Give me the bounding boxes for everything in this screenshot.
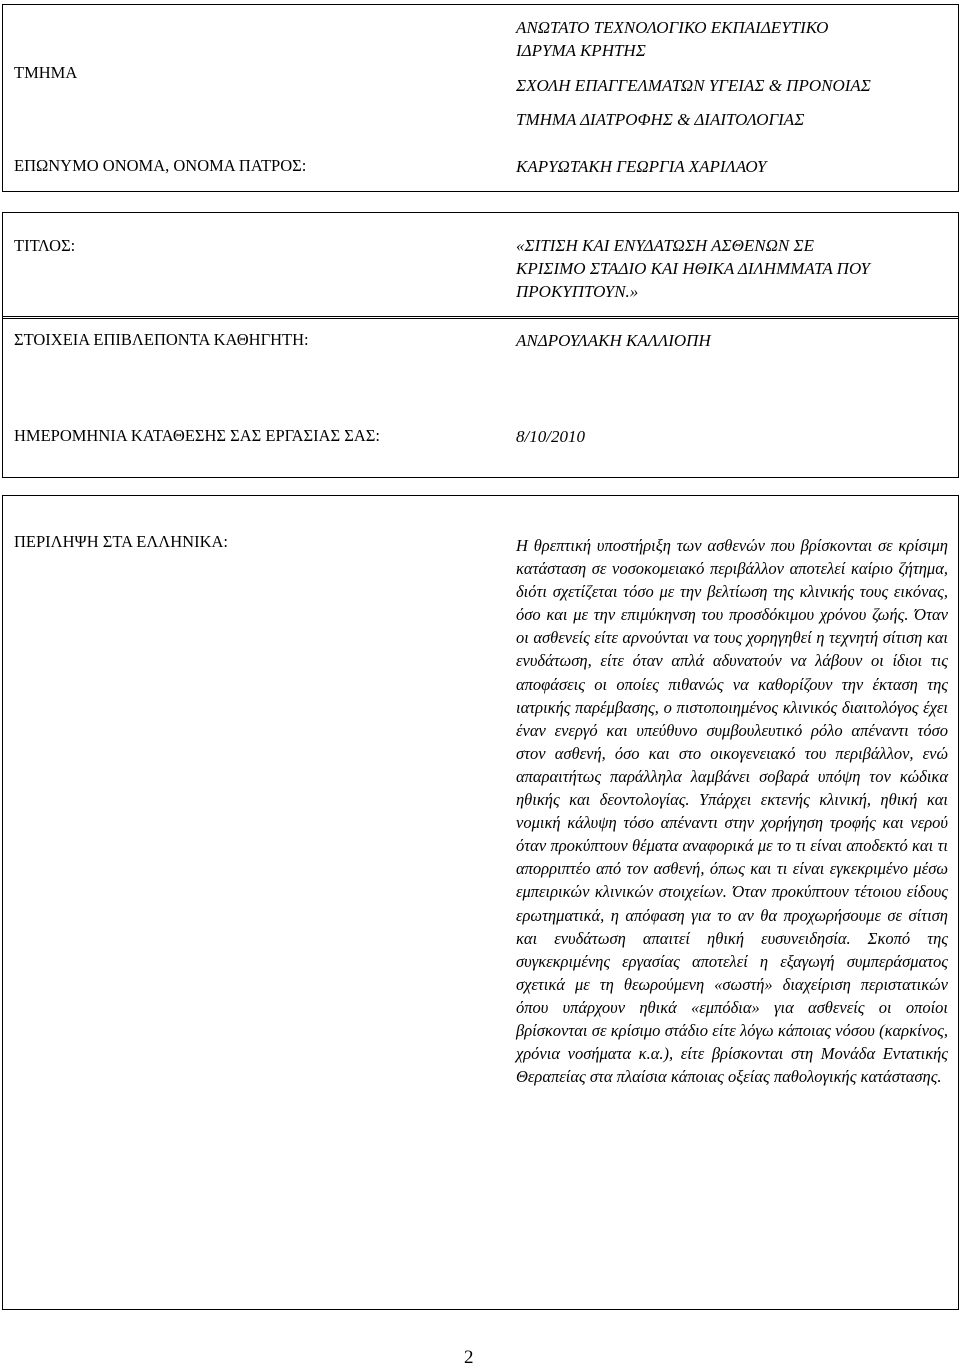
student-label: ΕΠΩΝΥΜΟ ΟΝΟΜΑ, ΟΝΟΜΑ ΠΑΤΡΟΣ:: [14, 156, 307, 175]
institution-line-2: ΙΔΡΥΜΑ ΚΡΗΤΗΣ: [516, 41, 646, 60]
supervisor-label: ΣΤΟΙΧΕΙΑ ΕΠΙΒΛΕΠΟΝΤΑ ΚΑΘΗΓΗΤΗ:: [14, 330, 309, 349]
abstract-text: Η θρεπτική υποστήριξη των ασθενών που βρίσκονται σε κρίσιμη κατάσταση σε νοσοκομειακό περιβάλλον αποτελεί καίριο ζήτημα, διότι σχετίζεται τόσο με την βελτίωση της κλινικής τους εικόνας, όσο και με την επιμύκηνση του προσδόκιμου χρόνου ζωής. Όταν οι ασθενείς είτε αρνούνται να τους χορηγηθεί η τεχνητή σίτιση και ενυδάτωση, είτε όταν απλά αδυνατούν να λάβουν οι ίδιοι τις αποφάσεις οι οποίες πιθανώς να καθορίζουν την έκταση της ιατρικής παρέμβασης, ο πιστοποιημένος κλινικός διαιτολόγος έχει έναν ενεργό και υπεύθυνο συμβουλευτικό ρόλο απέναντι τόσο στον ασθενή, όσο και στο οικογενειακό του περιβάλλον, ενώ απαραιτήτως παράλληλα λαμβάνει σοβαρά υπόψη τον κώδικα ηθικής και δεοντολογίας. Υπάρχει εκτενής κλινική, ηθική και νομική κάλυψη τόσο απέναντι στην χορήγηση τροφής και νερού όταν προκύπτουν θέματα αναφορικά με το τι είναι αποδεκτό και τι απορριπτέο από τον ασθενή, όπως και τι είναι εγκεκριμένο μέσω εμπειρικών κλινικών στοιχείων. Όταν προκύπτουν τέτοιου είδους ερωτηματικά, η απόφαση για το αν θα προχωρήσουμε σε σίτιση και ενυδάτωση απαιτεί ηθική ευσυνειδησία. Σκοπό της συγκεκριμένης εργασίας αποτελεί η εξαγωγή συμπεράσματος σχετικά με τη θεωρούμενη «σωστή» διαχείριση περιστατικών όπου υπάρχουν ηθικά «εμπόδια» για ασθενείς οι οποίοι βρίσκονται σε κρίσιμο στάδιο είτε λόγω κάποιας νόσου (καρκίνος, χρόνια νοσήματα κ.α.), είτε βρίσκονται στη Μονάδα Εντατικής Θεραπείας στα πλαίσια κάποιας οξείας παθολογικής κατάστασης.: [516, 536, 948, 1087]
supervisor-name: ΑΝΔΡΟΥΛΑΚΗ ΚΑΛΛΙΟΠΗ: [516, 331, 711, 350]
school-name: ΣΧΟΛΗ ΕΠΑΓΓΕΛΜΑΤΩΝ ΥΓΕΙΑΣ & ΠΡΟΝΟΙΑΣ: [516, 76, 871, 95]
title-label: ΤΙΤΛΟΣ:: [14, 236, 76, 255]
student-name: ΚΑΡΥΩΤΑΚΗ ΓΕΩΡΓΙΑ ΧΑΡΙΛΑΟΥ: [516, 157, 767, 176]
abstract-label: ΠΕΡΙΛΗΨΗ ΣΤΑ ΕΛΛΗΝΙΚΑ:: [14, 532, 229, 551]
submission-date-value: 8/10/2010: [516, 427, 585, 446]
thesis-title-line-2: ΚΡΙΣΙΜΟ ΣΤΑΔΙΟ ΚΑΙ ΗΘΙΚΑ ΔΙΛΗΜΜΑΤΑ ΠΟΥ: [516, 259, 870, 278]
department-name: ΤΜΗΜΑ ΔΙΑΤΡΟΦΗΣ & ΔΙΑΙΤΟΛΟΓΙΑΣ: [516, 110, 805, 129]
page-number: 2: [464, 1347, 474, 1368]
institution-line-1: ΑΝΩΤΑΤΟ ΤΕΧΝΟΛΟΓΙΚΟ ΕΚΠΑΙΔΕΥΤΙΚΟ: [516, 18, 829, 37]
submission-date-label: ΗΜΕΡΟΜΗΝΙΑ ΚΑΤΑΘΕΣΗΣ ΣΑΣ ΕΡΓΑΣΙΑΣ ΣΑΣ:: [14, 426, 380, 445]
thesis-title-line-1: «ΣΙΤΙΣΗ ΚΑΙ ΕΝΥΔΑΤΩΣΗ ΑΣΘΕΝΩΝ ΣΕ: [516, 236, 814, 255]
department-label: ΤΜΗΜΑ: [14, 63, 78, 82]
thesis-title-line-3: ΠΡΟΚΥΠΤΟΥΝ.»: [516, 282, 639, 301]
